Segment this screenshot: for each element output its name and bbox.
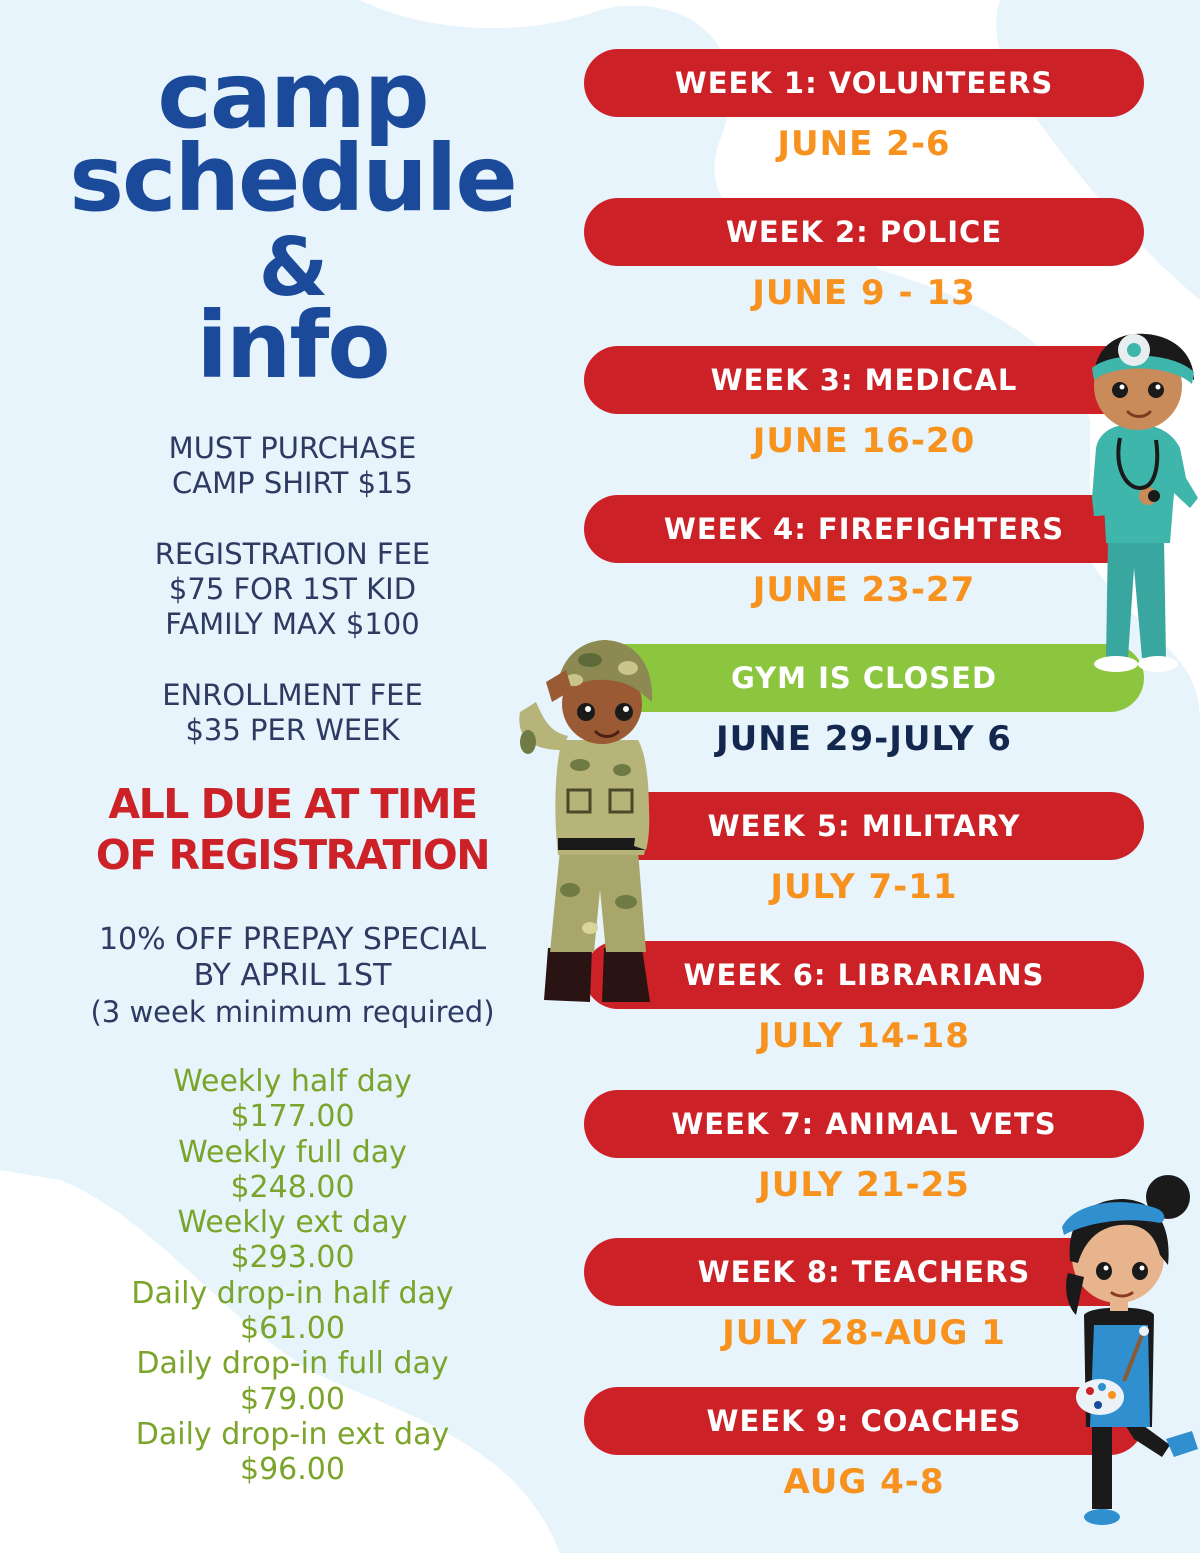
registration-fee-line: FAMILY MAX $100: [165, 607, 420, 641]
price-item: [20, 1417, 565, 1488]
price-value: $177.00: [230, 1099, 355, 1135]
week-5-entry: [584, 792, 1144, 941]
price-list: [20, 1064, 565, 1488]
week-dates: JULY 7-11: [770, 867, 958, 907]
due-notice: [20, 779, 565, 881]
week-dates: JULY 21-25: [758, 1165, 970, 1205]
price-item: [20, 1276, 565, 1347]
price-value: $96.00: [240, 1452, 345, 1488]
week-dates: JUNE 2-6: [777, 124, 951, 164]
price-item: [20, 1064, 565, 1135]
week-banner: WEEK 3: MEDICAL: [584, 346, 1144, 414]
price-item: [20, 1205, 565, 1276]
doctor-character-illustration: [1070, 328, 1200, 678]
week-dates: JUNE 16-20: [752, 421, 976, 461]
week-banner: WEEK 6: LIBRARIANS: [584, 941, 1144, 1009]
registration-fee-info: [20, 537, 565, 642]
week-banner: WEEK 2: POLICE: [584, 198, 1144, 266]
price-label: Daily drop-in ext day: [135, 1416, 450, 1452]
week-banner: WEEK 7: ANIMAL VETS: [584, 1090, 1144, 1158]
week-banner: WEEK 1: VOLUNTEERS: [584, 49, 1144, 117]
week-1-entry: [584, 49, 1144, 198]
price-label: Weekly half day: [173, 1064, 412, 1099]
price-value: $293.00: [230, 1240, 355, 1276]
gym-closed-dates: JUNE 29-JULY 6: [716, 719, 1012, 759]
week-banner: WEEK 8: TEACHERS: [584, 1238, 1144, 1306]
shirt-info-line: MUST PURCHASE: [168, 431, 417, 465]
registration-fee-line: REGISTRATION FEE: [154, 537, 431, 571]
price-value: $79.00: [240, 1381, 345, 1417]
week-dates: AUG 4-8: [783, 1462, 945, 1502]
week-dates: JUNE 23-27: [752, 570, 976, 610]
registration-fee-line: $75 FOR 1ST KID: [168, 572, 417, 606]
week-dates: JULY 14-18: [758, 1016, 970, 1056]
price-value: $61.00: [240, 1311, 345, 1347]
due-notice-line: OF REGISTRATION: [95, 831, 490, 879]
week-2-entry: [584, 198, 1144, 347]
gym-closed-banner: GYM IS CLOSED: [584, 644, 1144, 712]
title-line-info: info: [196, 292, 389, 399]
price-item: [20, 1346, 565, 1417]
price-label: Weekly full day: [178, 1134, 407, 1170]
enrollment-fee-line: $35 PER WEEK: [185, 713, 400, 747]
title-line-ampersand: &: [258, 221, 327, 314]
shirt-info-line: CAMP SHIRT $15: [172, 466, 413, 500]
week-4-entry: [584, 495, 1144, 644]
week-dates: JUNE 9 - 13: [752, 273, 976, 313]
title-line-schedule: schedule: [69, 125, 516, 232]
prepay-note: (3 week minimum required): [90, 995, 495, 1029]
prepay-line: BY APRIL 1ST: [193, 958, 392, 993]
teacher-character-illustration: [1050, 1165, 1200, 1537]
week-banner: WEEK 5: MILITARY: [584, 792, 1144, 860]
enrollment-fee-line: ENROLLMENT FEE: [162, 678, 423, 712]
week-banner: WEEK 9: COACHES: [584, 1387, 1144, 1455]
gym-closed-entry: [584, 644, 1144, 793]
week-banner: WEEK 4: FIREFIGHTERS: [584, 495, 1144, 563]
prepay-special: [20, 922, 565, 1030]
enrollment-fee-info: [20, 678, 565, 748]
shirt-info: [20, 431, 565, 501]
price-item: [20, 1135, 565, 1206]
week-3-entry: [584, 346, 1144, 495]
week-6-entry: [584, 941, 1144, 1090]
price-label: Daily drop-in half day: [131, 1275, 454, 1311]
price-value: $248.00: [230, 1169, 355, 1205]
due-notice-line: ALL DUE AT TIME: [108, 780, 477, 828]
title-line-camp: camp: [157, 42, 428, 149]
soldier-character-illustration: [510, 640, 655, 1012]
week-dates: JULY 28-AUG 1: [722, 1313, 1006, 1353]
prepay-line: 10% OFF PREPAY SPECIAL: [98, 922, 487, 957]
price-label: Weekly ext day: [177, 1205, 408, 1241]
price-label: Daily drop-in full day: [136, 1346, 449, 1382]
